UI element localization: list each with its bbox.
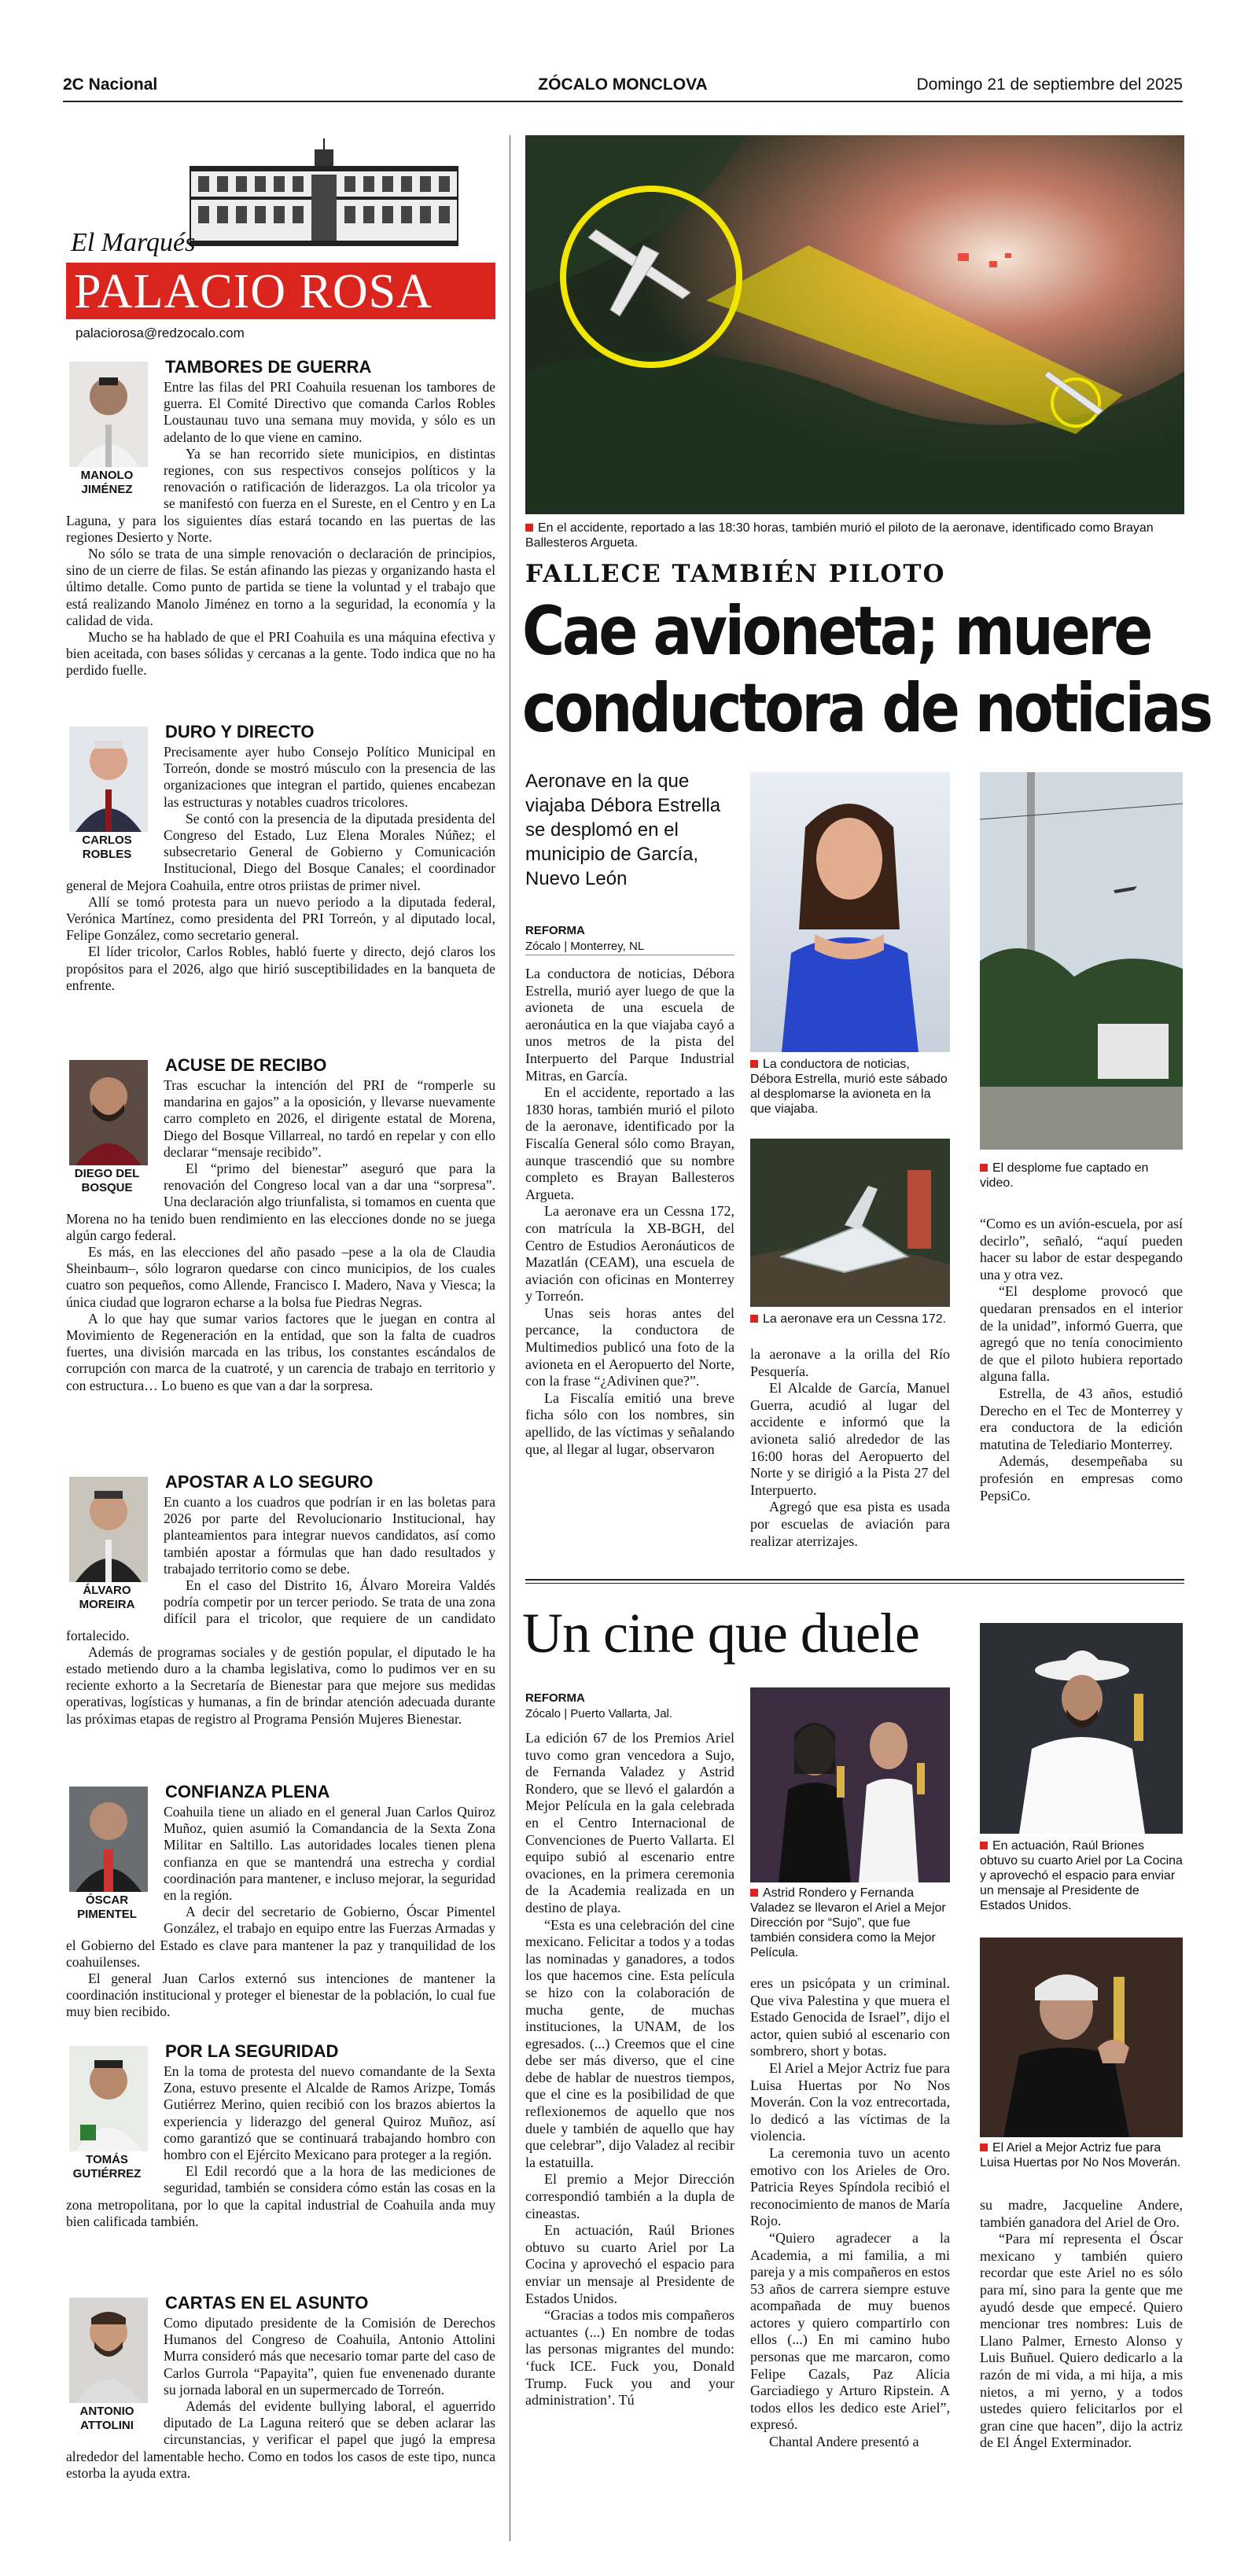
story-column: eres un psicópata y un criminal. Que viva Palestina y que muera el Estado Genocida de Israel”, dijo el actor, quien subió al escenario con sombrero, short y botas. El Ariel a Mejor Actriz fue para Luisa Huertas por No Nos Moverán. Con la voz entrecortada, lo dedicó a las víctimas de la violencia. La ceremonia tuvo un acento emotivo con los Arieles de Oro. Patricia Reyes Spíndola recibió el reconocimiento de manos de María Rojo. “Quiero agradecer a la Academia, a mi familia, a mi pareja y a mis compañeros en estos 53 años de carrera siempre estuve acompañada de muy buenos actores y quiero compartirlo con ellos (...) En mi camino hubo personas que me marcaron, como Felipe Cazals, Paz Alicia Garciadiego y Arturo Ripstein. A todos ellos les dedico este Ariel”, expresó. Chantal Andere presentó a — [750, 1975, 950, 2450]
directors-caption: Astrid Rondero y Fernanda Valadez se llevaron el Ariel a Mejor Dirección por “Sujo”, que fue también considera como la Mejor Película. — [750, 1886, 946, 1960]
portrait-name: CARLOS ROBLES — [82, 834, 132, 861]
column-section — [66, 722, 495, 1032]
portrait-name: ÁLVARO MOREIRA — [79, 1584, 135, 1611]
column-section — [66, 2041, 495, 2272]
actress-caption: El Ariel a Mejor Actriz fue para Luisa Huertas por No Nos Moverán. — [980, 2141, 1181, 2169]
story-kicker: FALLECE TAMBIÉN PILOTO — [525, 560, 946, 588]
issue-date: Domingo 21 de septiembre del 2025 — [916, 75, 1183, 94]
section-body: Tras escuchar la intención del PRI de “romperle su mandarina en gajos” a la oposición, y llevarse nuevamente carro completo en 2026, el dirigente estatal de Morena, Diego del Bosque Villarreal, no tardó en repelar y con ello declarar “mensaje recibido”. El “primo del bienestar” aseguró que para la renovación del Congreso local van a dar una “sorpresa”. Una declaración algo triunfalista, si tomamos en cuenta que Morena no ha tenido buen rendimiento en las elecciones donde no se juega algún cargo federal. Es más, en las elecciones del año pasado –pese a la ola de Claudia Sheinbaum–, sólo lograron quedarse con cinco municipios, de los cuales cuatro son pequeños, como Allende, Francisco I. Madero, Nava y Viesca; la única ciudad que lograron echarse a la bolsa fue Piedras Negras. A lo que hay que sumar varios factores que le juegan en contra al Movimiento de Regeneración en la entidad, que son la falta de cuadros fuertes, una división marcada en las tribus, los constantes escándalos de corrupción con marca de la cuatroté, y un carencia de trabajo en territorio y con estructura… Lo bueno es que van a dar la sorpresa. — [66, 1077, 495, 1393]
crash-photo-caption: En el accidente, reportado a las 18:30 horas, también murió el piloto de la aeronave, identificado como Brayan Ballesteros Argueta. — [525, 521, 1154, 550]
caption-bullet — [750, 1315, 758, 1323]
story-byline: REFORMA Zócalo | Puerto Vallarta, Jal. — [525, 1691, 673, 1720]
section-body: Coahuila tiene un aliado en el general Juan Carlos Quiroz Muñoz, quien asumió la Comandancia de la Sexta Zona Militar en Saltillo. Las autoridades locales tienen plena confianza en que se mantendrá una estrecha y cordial coordinación para mantener, e incluso mejorar, la seguridad en la región. A decir del secretario de Gobierno, Óscar Pimentel González, el trabajo en equipo entre las Fuerzas Armadas y el Gobierno del Estado es clave para mantener la paz y tranquilidad de los coahuilenses. El general Juan Carlos externó sus intenciones de mantener la coordinación institucional y proteger el bienestar de la población, lo cual fue muy bien recibido. — [66, 1804, 495, 2020]
column-title: PALACIO ROSA — [74, 265, 433, 318]
portrait-name: ANTONIO ATTOLINI — [79, 2405, 134, 2432]
section-heading: APOSTAR A LO SEGURO — [165, 1472, 374, 1492]
section-body: Como diputado presidente de la Comisión de Derechos Humanos del Congreso de Coahuila, Antonio Attolini Murra consideró más que necesario tomar parte del caso de Carlos Gurrola “Papayita”, quien fue envenenado durante su jornada laboral en un supermercado de Torreón. Además del evidente bullying laboral, el aguerrido diputado de La Laguna reiteró que se deben aclarar las circunstancias, y verificar el papel que jugó la empresa alrededor del lamentable hecho. Como en todos los casos de este tipo, nunca estorba la ayuda extra. — [66, 2315, 495, 2481]
caption-bullet — [525, 524, 533, 532]
caption-bullet — [750, 1060, 758, 1068]
story-separator — [525, 1583, 1184, 1584]
video-still-photo — [980, 772, 1183, 1150]
presenter-caption: La conductora de noticias, Débora Estrella, murió este sábado al desplomarse la avioneta en la que viajaba. — [750, 1058, 948, 1116]
section-heading: DURO Y DIRECTO — [165, 722, 315, 742]
actress-photo — [980, 1938, 1183, 2137]
column-section — [66, 357, 495, 690]
section-heading: POR LA SEGURIDAD — [165, 2041, 339, 2061]
wreck-photo — [750, 1139, 950, 1307]
column-author: El Marqués — [71, 228, 196, 257]
caption-bullet — [980, 2144, 988, 2151]
directors-photo — [750, 1687, 950, 1882]
presenter-photo — [750, 772, 950, 1052]
crash-aerial-photo — [525, 135, 1184, 514]
story-column: su madre, Jacqueline Andere, también ganadora del Ariel de Oro. “Para mí representa el Óscar mexicano y también quiero recordar que este Ariel no es sólo para mí, sino para la gente que me ayudó desde que empecé. Quiero mencionar tres nombres: Luis de Llano Palmer, Ernesto Alonso y Luis Buñuel. Quiero dedicarlo a la razón de mi vida, a mi hija, a mis nietos, a mi yerno, y a todos ustedes quiero felicitarlos por el gran cine que hacen”, dijo la actriz de El Ángel Exterminador. — [980, 2197, 1183, 2451]
column-section — [66, 1472, 495, 1790]
caption-bullet — [980, 1164, 988, 1172]
newspaper-name: ZÓCALO MONCLOVA — [538, 75, 708, 94]
story-column: La conductora de noticias, Débora Estrella, murió ayer luego de que la avioneta de una escuela de aeronáutica en la que viajaba cayó a unos metros de la pista del Interpuerto del Parque Industrial Mitras, en García. En el accidente, reportado a las 1830 horas, también murió el piloto de la aeronave, identificado por la Fiscalía General sólo como Brayan, aunque trascendió que su nombre completo es Brayan Ballesteros Argueta. La aeronave era un Cessna 172, con matrícula la XB-BGH, del Centro de Estudios Aeronáuticos de Mazatlán (CEAM), una escuela de aviación con oficinas en Monterrey y Torreón. Unas seis horas antes del percance, la conductora de Multimedios publicó una foto de la avioneta en el Aeropuerto del Norte, con la frase “¿Adivinen que?”. La Fiscalía emitió una breve ficha sólo con los nombres, sin apellido, de las víctimas y señalando que, al llegar al lugar, observaron — [525, 966, 734, 1457]
caption-bullet — [980, 1842, 988, 1849]
portrait-name: TOMÁS GUTIÉRREZ — [72, 2153, 142, 2180]
column-section — [66, 1782, 495, 2044]
caption-bullet — [750, 1889, 758, 1897]
portrait-name: MANOLO JIMÉNEZ — [80, 469, 134, 496]
header-rule — [63, 101, 1183, 102]
story-headline: Cae avioneta; muere conductora de noticias — [522, 592, 1211, 748]
page-header — [63, 75, 1183, 101]
portrait-name: DIEGO DEL BOSQUE — [74, 1167, 140, 1194]
section-heading: ACUSE DE RECIBO — [165, 1055, 327, 1075]
story-byline: REFORMA Zócalo | Monterrey, NL — [525, 924, 645, 953]
column-masthead — [66, 135, 495, 318]
story-deck: Aeronave en la que viajaba Débora Estrella se desplomó en el municipio de García, Nuevo León — [525, 771, 721, 889]
column-email: palaciorosa@redzocalo.com — [75, 326, 245, 340]
section-body: En la toma de protesta del nuevo comandante de la Sexta Zona, estuvo presente el Alcalde de Ramos Arizpe, Tomás Gutiérrez Merino, quien recibió con los brazos abiertos la experiencia y liderazgo del general Quiroz Muñoz, así como garantizó que se continuará trabajando hombro con hombro con el Ejército Mexicano para proteger a la región. El Edil recordó que a la hora de las mediciones de seguridad, también se considera cómo están las cosas en la zona metropolitana, por lo que la capital industrial de Coahuila anda muy bien calificada también. — [66, 2063, 495, 2229]
actor-caption: En actuación, Raúl Briones obtuvo su cuarto Ariel por La Cocina y aprovechó el espacio para enviar un mensaje al Presidente de Estados Unidos. — [980, 1839, 1183, 1912]
story-column: “Como es un avión-escuela, por así decirlo”, señaló, “aquí pueden hacer su labor de estar despegando una y otra vez. “El desplome provocó que quedaran prensados en el interior de la unidad”, informó Guerra, que agregó que no tenía conocimiento de que el piloto hubiera reportado alguna falla. Estrella, de 43 años, estudió Derecho en el Tec de Monterrey y era conductora de la edición matutina de Telediario Monterrey. Además, desempeñaba su profesión en empresas como PepsiCo. — [980, 1216, 1183, 1503]
story-column: La edición 67 de los Premios Ariel tuvo como gran vencedora a Sujo, de Fernanda Valadez y Astrid Rondero, que se llevó el galardón a Mejor Película en la gala celebrada en el Centro Internacional de Convenciones de Puerto Vallarta. El equipo subió al escenario entre ovaciones, en la primera ceremonia de la Academia realizada en un destino de playa. “Esta es una celebración del cine mexicano. Felicitar a todos y a todas las nominadas y ganadores, a todos los que hacemos cine. Esta película se hizo con la colaboración de mucha gente, de muchas instituciones, la UNAM, de los egresados. (...) Creemos que el cine debe ser más diverso, que el cine debe de hablar de nuestros tiempos, que el cine es la posibilidad de que reflexionemos de aquello que nos duele y también de aquello que hay que celebrar”, dijo Valadez al recibir la estatuilla. El premio a Mejor Dirección correspondió también a la dupla de cineastas. En actuación, Raúl Briones obtuvo su cuarto Ariel por La Cocina y aprovechó el espacio para enviar un mensaje al Presidente de Estados Unidos. “Gracias a todos mis compañeros actuantes (...) En nombre de todas las personas migrantes del mundo: ‘fuck ICE. Fuck you, Donald Trump. Fuck you and your administration’. Tú — [525, 1730, 734, 2409]
portrait-name: ÓSCAR PIMENTEL — [77, 1893, 137, 1921]
section-heading: TAMBORES DE GUERRA — [165, 357, 372, 377]
story-column: la aeronave a la orilla del Río Pesquería. El Alcalde de García, Manuel Guerra, acudió al lugar del accidente e informó que la avioneta salió alrededor de las 16:00 horas del Aeropuerto del Norte y se dirigió a la Pista 27 del Interpuerto. Agregó que esa pista es usada por escuelas de aviación para realizar aterrizajes. — [750, 1346, 950, 1549]
video-caption: El desplome fue captado en video. — [980, 1161, 1149, 1190]
section-label: 2C Nacional — [63, 75, 158, 94]
wreck-caption: La aeronave era un Cessna 172. — [750, 1312, 950, 1327]
palace-illustration — [182, 135, 466, 253]
story-headline: Un cine que duele — [522, 1602, 919, 1665]
section-body: Entre las filas del PRI Coahuila resuenan los tambores de guerra. El Comité Directivo que comanda Carlos Robles Loustaunau tuvo una semana muy movida, y sólo es un adelanto de lo que viene en camino. Ya se han recorrido siete municipios, en distintas regiones, con sus respectivos consejos políticos y la renovación o ratificación de liderazgos. La ola tricolor ya se manifestó con fuerza en el Sureste, en el Centro y en La Laguna, y para los siguientes días estará tocando en las puertas de las regiones Desierto y Norte. No sólo se trata de una simple renovación o declaración de principios, sino de un cierre de filas. Se están afinando las piezas y organizando hasta el último detalle. Como punto de partida se tiene la voluntad y el trabajo que está realizando Manolo Jiménez en torno a la seguridad, la economía y la calidad de vida. Mucho se ha hablado de que el PRI Coahuila es una máquina efectiva y bien aceitada, con bases sólidas y cercanas a la gente. Todo indica que no ha perdido fuelle. — [66, 379, 495, 679]
actor-photo — [980, 1623, 1183, 1834]
column-section — [66, 1055, 495, 1452]
section-heading: CARTAS EN EL ASUNTO — [165, 2293, 369, 2313]
section-body: En cuanto a los cuadros que podrían ir en las boletas para 2026 por parte del Revolucionario Institucional, hay planteamientos para integrar nuevos candidatos, así como también apostar a fórmulas que han dado resultados y trabajado territorio como se debe. En el caso del Distrito 16, Álvaro Moreira Valdés podría competir por un tercer periodo. Se trata de una zona difícil para el tricolor, que requiere de un candidato fortalecido. Además de programas sociales y de gestión popular, el diputado le ha estado metiendo duro a la chamba legislativa, como lo pudimos ver en su reciente exhorto a la Secretaría de Bienestar para que mejore sus medidas operativas, logísticas y humanas, a fin de brindar atención adecuada durante las próximas etapas de registro al Programa Pensión Mujeres Bienestar. — [66, 1494, 495, 1727]
section-heading: CONFIANZA PLENA — [165, 1782, 330, 1801]
story-separator — [525, 1579, 1184, 1581]
column-section — [66, 2293, 495, 2540]
section-body: Precisamente ayer hubo Consejo Político Municipal en Torreón, donde se mostró músculo con la presencia de las organizaciones que integran el partido, quienes encabezan las estructuras y notables cuadros tricolores. Se contó con la presencia de la diputada presidenta del Congreso del Estado, Luz Elena Morales Núñez; el subsecretario General de Gobierno y Comunicación Institucional, Diego del Bosque Canales; el coordinador general de Mejora Coahuila, entre otros priistas de primer nivel. Allí se tomó protesta para un nuevo periodo a la diputada federal, Verónica Martínez, como presidenta del PRI Torreón, y al diputado local, Felipe González, como secretario general. El líder tricolor, Carlos Robles, habló fuerte y directo, dejó claros los propósitos para el 2026, algo que hirió susceptibilidades en la banqueta de enfrente. — [66, 744, 495, 993]
